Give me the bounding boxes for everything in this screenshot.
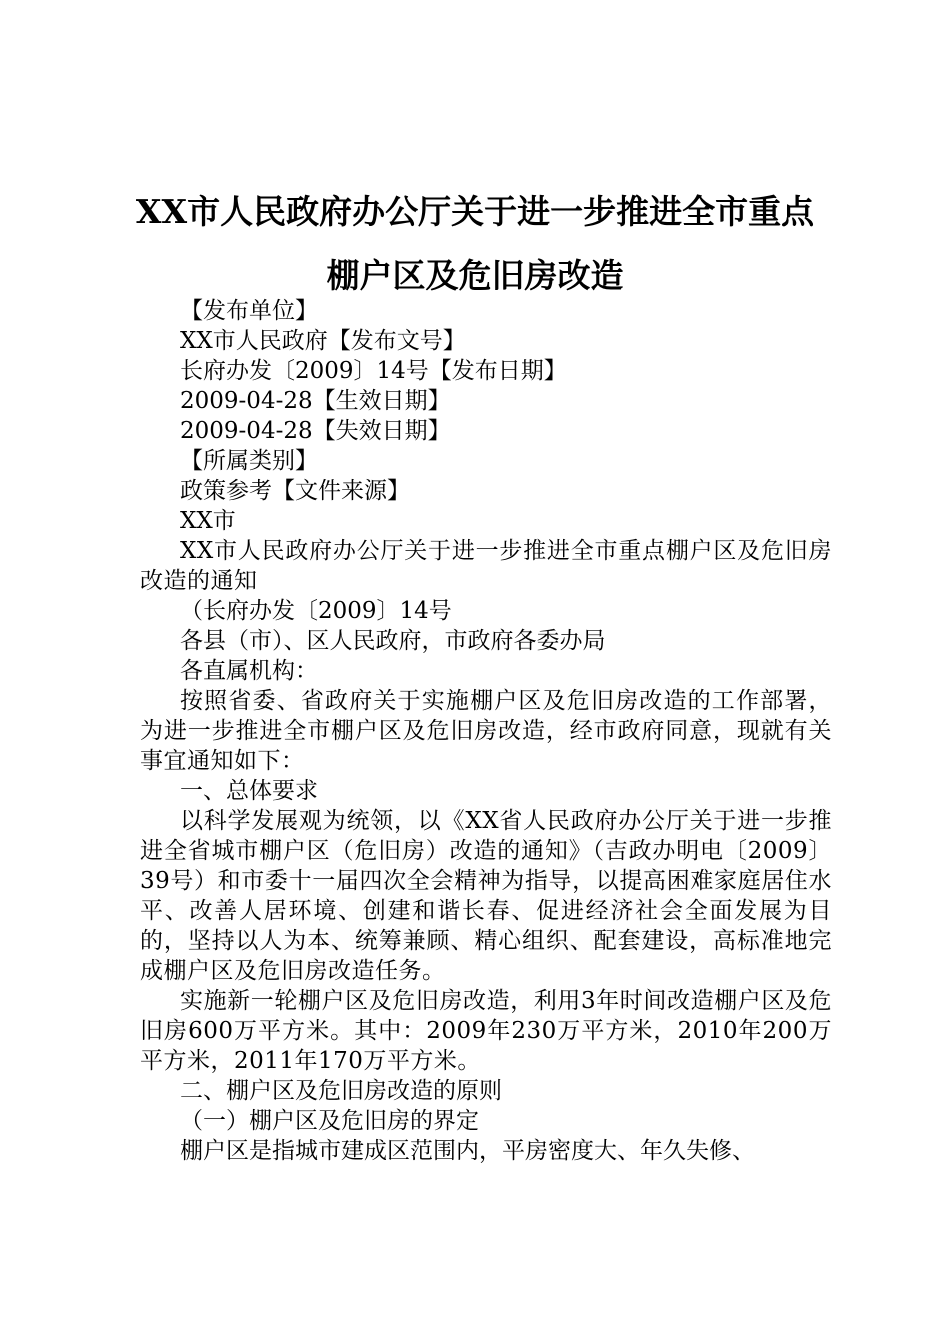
meta-line: XX市人民政府【发布文号】 [180, 328, 466, 354]
meta-line: 长府办发〔2009〕14号【发布日期】 [180, 358, 567, 384]
meta-line: 2009-04-28【生效日期】 [180, 388, 451, 414]
meta-line: 【所属类别】 [180, 448, 318, 474]
intro-paragraph: 按照省委、省政府关于实施棚户区及危旧房改造的工作部署，为进一步推进全市棚户区及危旧房改造，经市政府同意，现就有关事宜通知如下： [140, 688, 832, 774]
document-title: XX市人民政府办公厅关于进一步推进全市重点棚户区及危旧房改造 [135, 192, 815, 295]
meta-line: 【发布单位】 [180, 298, 318, 324]
meta-line: XX市 [180, 508, 236, 534]
addressee-line: 各直属机构： [180, 658, 318, 684]
body-paragraph: 实施新一轮棚户区及危旧房改造，利用3年时间改造棚户区及危旧房600万平方米。其中：2009年230万平方米，2010年200万平方米，2011年170万平方米。 [140, 988, 832, 1074]
document-number: （长府办发〔2009〕14号 [180, 598, 452, 624]
notice-title: XX市人民政府办公厅关于进一步推进全市重点棚户区及危旧房改造的通知 [140, 538, 832, 594]
body-paragraph: 以科学发展观为统领，以《XX省人民政府办公厅关于进一步推进全省城市棚户区（危旧房）改造的通知》（吉政办明电〔2009〕39号）和市委十一届四次全会精神为指导，以提高困难家庭居住水平、改善人居环境、创建和谐长春、促进经济社会全面发展为目的，坚持以人为本、统筹兼顾、精心组织、配套建设，高标准地完成棚户区及危旧房改造任务。 [140, 808, 832, 984]
subsection-heading: （一）棚户区及危旧房的界定 [180, 1108, 479, 1134]
document-body [140, 296, 832, 1166]
meta-line: 2009-04-28【失效日期】 [180, 418, 451, 444]
section-heading: 二、棚户区及危旧房改造的原则 [180, 1078, 502, 1104]
section-heading: 一、总体要求 [180, 778, 318, 804]
addressee-line: 各县（市）、区人民政府，市政府各委办局 [180, 628, 606, 654]
body-paragraph: 棚户区是指城市建成区范围内，平房密度大、年久失修、 [180, 1138, 755, 1164]
meta-line: 政策参考【文件来源】 [180, 478, 410, 504]
